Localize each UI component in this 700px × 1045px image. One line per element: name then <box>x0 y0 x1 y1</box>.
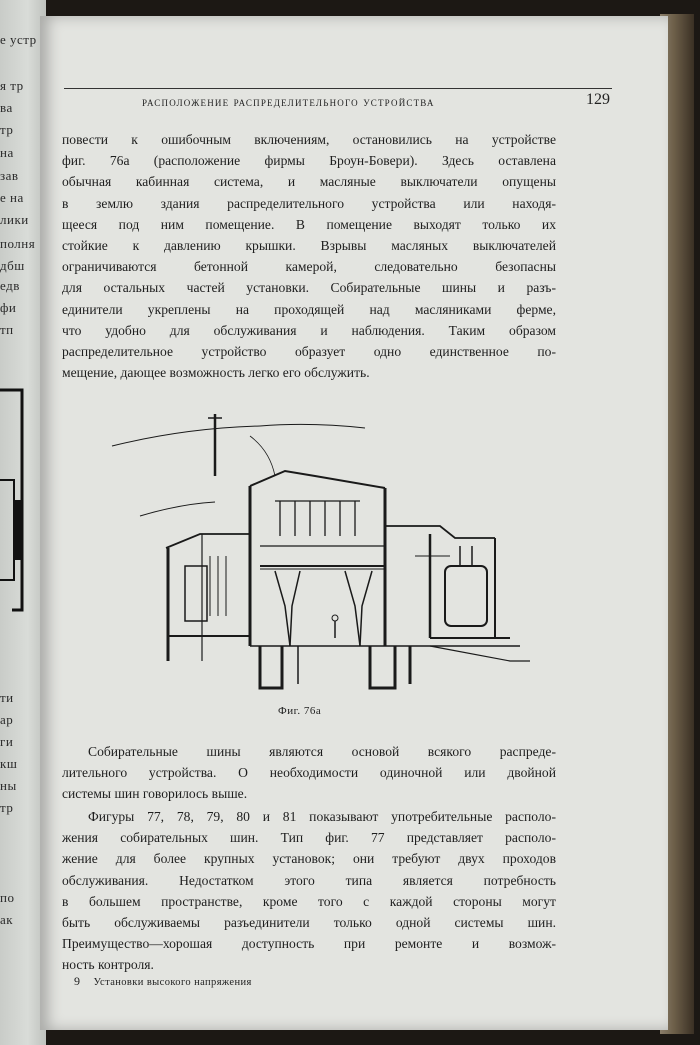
text-line: в большем пространстве, кроме того с каждой стороны могут <box>62 893 556 909</box>
facing-page-text-fragment: ти <box>0 690 14 705</box>
page-number: 129 <box>586 91 610 108</box>
text-line: обычная кабинная система, и масляные выключатели опущены <box>62 174 556 190</box>
facing-page-text-fragment: ны <box>0 778 17 793</box>
facing-page-drawing <box>0 380 30 620</box>
facing-page-text-fragment: кш <box>0 756 18 771</box>
text-line: в землю здания распределительного устройства или находя- <box>62 195 556 211</box>
facing-page-text-fragment: тр <box>0 122 14 137</box>
running-header <box>64 88 612 115</box>
text-line: быть обслуживаемы разъединители только одной системы шин. <box>62 915 556 931</box>
text-line: жения собирательных шин. Тип фиг. 77 представляет располо- <box>62 830 556 846</box>
paragraph-1 <box>62 129 556 383</box>
figure-caption: Фиг. 76а <box>278 705 322 717</box>
text-line: системы шин говорилось выше. <box>62 786 248 802</box>
text-line: повести к ошибочным включениям, остановились на устройстве <box>62 132 556 147</box>
paragraph-3 <box>62 806 556 976</box>
figure-76a-drawing <box>110 406 530 706</box>
facing-page-text-fragment: e устр <box>0 32 37 47</box>
text-line: щееся под ним помещение. В помещение выходят только их <box>62 216 556 232</box>
facing-page-text-fragment: едв <box>0 278 20 293</box>
facing-page-text-fragment: ар <box>0 712 14 727</box>
signature-mark: 9 <box>74 974 81 988</box>
text-line: стойкие к давлению крышки. Взрывы масляных выключателей <box>62 238 556 254</box>
text-line: что удобно для обслуживания и наблюдения. Таким образом <box>62 322 556 338</box>
text-line: фиг. 76а (расположение фирмы Броун-Бовери). Здесь оставлена <box>62 153 556 169</box>
text-line: Преимущество—хорошая доступность при ремонте и возмож- <box>62 936 556 952</box>
facing-page-text-fragment: тр <box>0 800 14 815</box>
text-line: мещение, дающее возможность легко его обслужить. <box>62 365 370 381</box>
facing-page-text-fragment: ак <box>0 912 14 927</box>
facing-page-text-fragment: ва <box>0 100 13 115</box>
text-line: обслуживания. Недостатком этого типа является потребность <box>62 872 556 888</box>
paragraph-2 <box>62 741 556 805</box>
footer-title: Установки высокого напряжения <box>93 977 252 988</box>
text-line: Собирательные шины являются основой всякого распреде- <box>88 744 556 759</box>
text-line: ность контроля. <box>62 957 154 973</box>
facing-page-text-fragment: тп <box>0 322 14 337</box>
facing-page-text-fragment: фи <box>0 300 17 315</box>
facing-page-text-fragment: на <box>0 145 14 160</box>
text-line: жение для более крупных установок; они требуют двух проходов <box>62 851 556 867</box>
header-title: расположение распределительного устройства <box>142 95 435 109</box>
facing-page-text-fragment: зав <box>0 168 19 183</box>
text-line: ограничиваются бетонной камерой, следовательно безопасны <box>62 259 556 275</box>
page-footer <box>74 974 252 989</box>
facing-page-text-fragment: ги <box>0 734 14 749</box>
text-line: лительного устройства. О необходимости одиночной или двойной <box>62 765 556 781</box>
facing-page-text-fragment: я тр <box>0 78 24 93</box>
facing-page-text-fragment: полня <box>0 236 36 251</box>
facing-page-text-fragment: по <box>0 890 15 905</box>
text-line: Фигуры 77, 78, 79, 80 и 81 показывают употребительные располо- <box>88 809 556 824</box>
text-line: распределительное устройство образует одно единственное по- <box>62 344 556 360</box>
text-line: для остальных частей установки. Собирательные шины и разъ- <box>62 280 556 296</box>
facing-page-text-fragment: е на <box>0 190 24 205</box>
facing-page-text-fragment: лики <box>0 212 29 227</box>
text-line: единители укреплены на проходящей над масляниками ферме, <box>62 301 556 317</box>
book-page <box>40 16 668 1030</box>
facing-page-text-fragment: дбш <box>0 258 25 273</box>
